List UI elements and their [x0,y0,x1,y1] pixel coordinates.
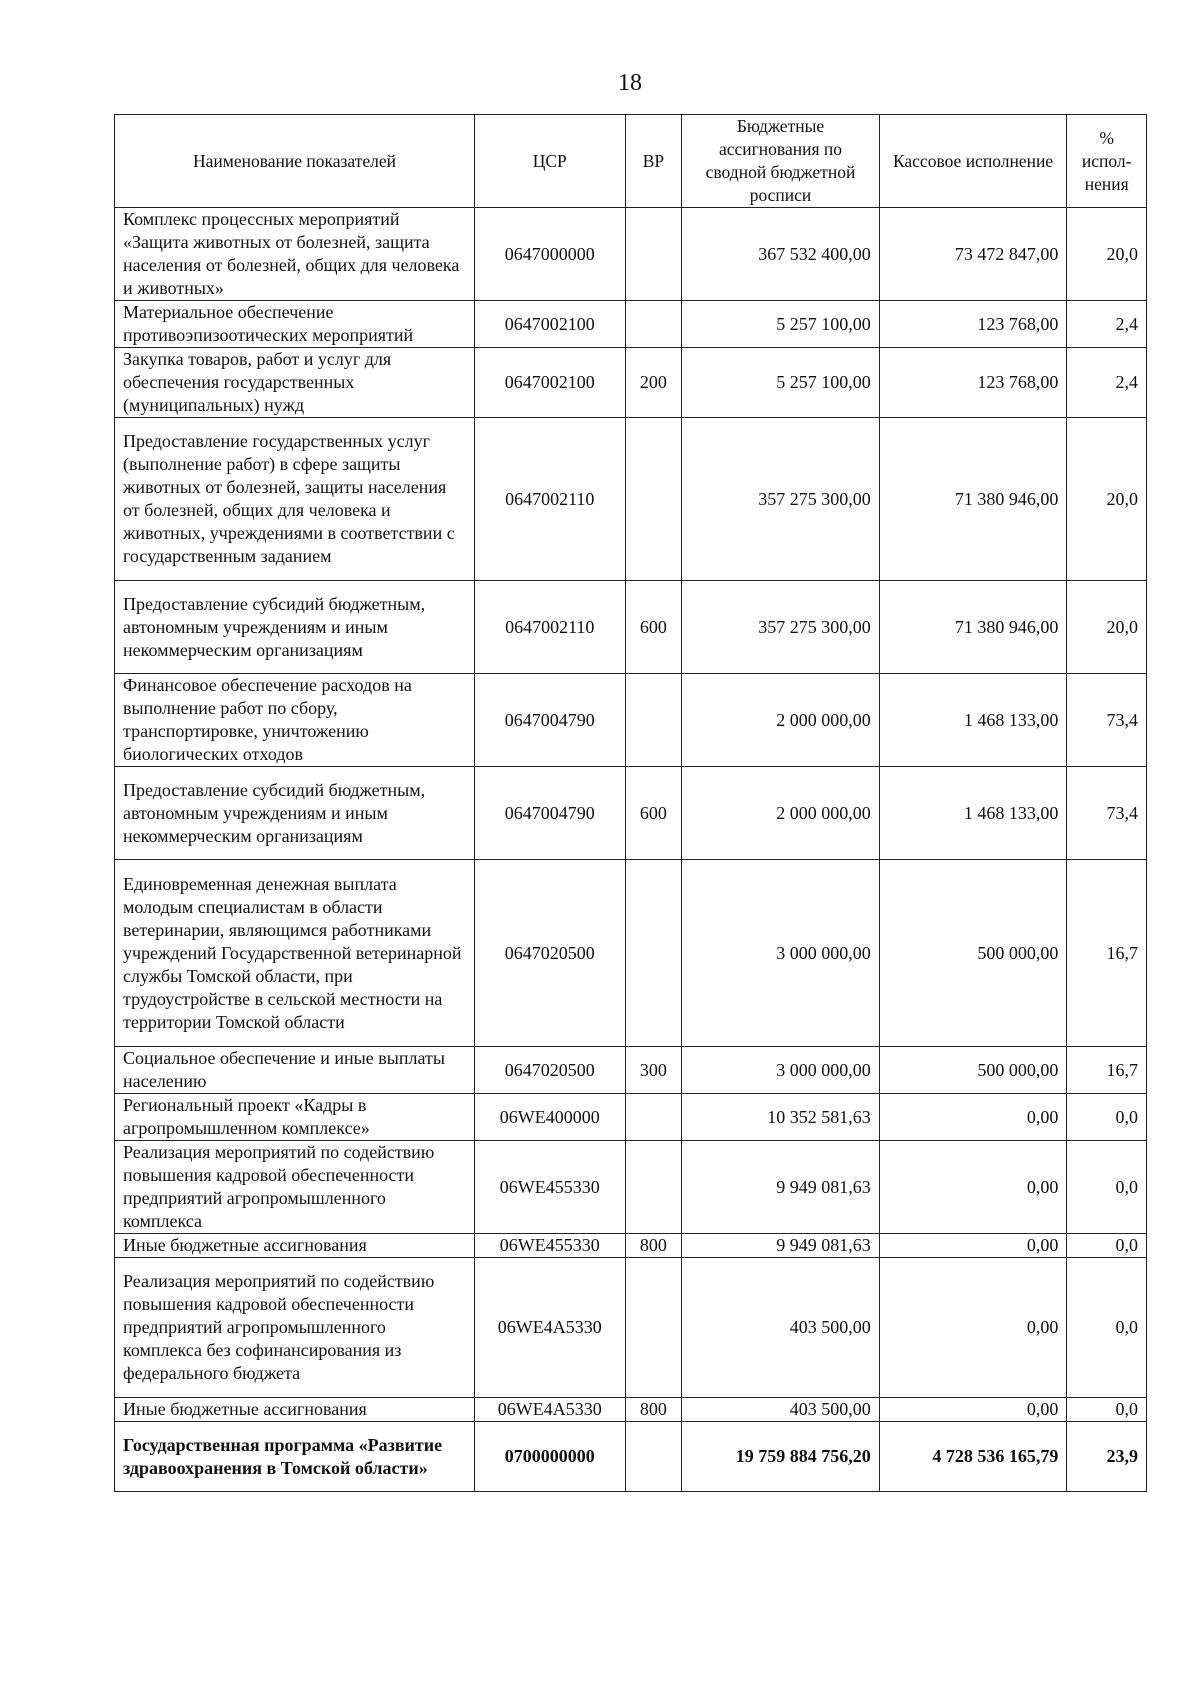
row-vr [625,208,682,301]
row-budget: 2 000 000,00 [682,674,879,767]
row-name: Реализация мероприятий по содействию повышения кадровой обеспеченности предприятий агропромышленного комплекса [115,1141,475,1234]
row-csr: 0647002100 [475,348,626,418]
row-name: Государственная программа «Развитие здравоохранения в Томской области» [115,1422,475,1492]
row-csr: 0647004790 [475,767,626,860]
row-name: Иные бюджетные ассигнования [115,1398,475,1422]
row-budget: 9 949 081,63 [682,1141,879,1234]
table-row [115,1047,1147,1094]
table-row [115,767,1147,860]
page-number: 18 [618,70,642,96]
row-cash: 71 380 946,00 [879,581,1067,674]
table-row [115,301,1147,348]
row-cash: 123 768,00 [879,348,1067,418]
row-vr [625,1422,682,1492]
row-csr: 0647002100 [475,301,626,348]
table-row [115,348,1147,418]
table-row [115,1398,1147,1422]
table-row [115,1141,1147,1234]
row-name: Иные бюджетные ассигнования [115,1234,475,1258]
row-csr: 0647002110 [475,581,626,674]
row-name: Закупка товаров, работ и услуг для обеспечения государственных (муниципальных) нужд [115,348,475,418]
row-csr: 0647004790 [475,674,626,767]
column-header-cash: Кассовое исполнение [879,115,1067,208]
row-vr [625,860,682,1047]
table-row [115,1234,1147,1258]
row-percent: 0,0 [1067,1094,1147,1141]
row-vr [625,418,682,581]
row-cash: 73 472 847,00 [879,208,1067,301]
table-row [115,1258,1147,1398]
row-vr [625,1094,682,1141]
row-csr: 06WE400000 [475,1094,626,1141]
row-budget: 3 000 000,00 [682,1047,879,1094]
row-percent: 20,0 [1067,208,1147,301]
row-percent: 0,0 [1067,1398,1147,1422]
row-percent: 23,9 [1067,1422,1147,1492]
row-vr: 600 [625,767,682,860]
row-budget: 357 275 300,00 [682,418,879,581]
row-cash: 0,00 [879,1234,1067,1258]
row-percent: 0,0 [1067,1234,1147,1258]
row-name: Предоставление субсидий бюджетным, автономным учреждениям и иным некоммерческим организациям [115,767,475,860]
row-percent: 73,4 [1067,674,1147,767]
row-percent: 2,4 [1067,301,1147,348]
row-vr: 800 [625,1398,682,1422]
table-row [115,418,1147,581]
column-header-name: Наименование показателей [115,115,475,208]
row-name: Материальное обеспечение противоэпизоотических мероприятий [115,301,475,348]
row-percent: 16,7 [1067,1047,1147,1094]
row-vr: 300 [625,1047,682,1094]
table-row [115,674,1147,767]
row-vr: 800 [625,1234,682,1258]
row-percent: 0,0 [1067,1258,1147,1398]
row-name: Финансовое обеспечение расходов на выполнение работ по сбору, транспортировке, уничтожению биологических отходов [115,674,475,767]
row-cash: 1 468 133,00 [879,674,1067,767]
column-header-budget: Бюджетные ассигнования по сводной бюджетной росписи [682,115,879,208]
row-percent: 16,7 [1067,860,1147,1047]
row-cash: 500 000,00 [879,860,1067,1047]
row-budget: 10 352 581,63 [682,1094,879,1141]
row-cash: 71 380 946,00 [879,418,1067,581]
row-cash: 0,00 [879,1398,1067,1422]
table-row [115,208,1147,301]
row-percent: 20,0 [1067,581,1147,674]
row-vr [625,1258,682,1398]
row-budget: 3 000 000,00 [682,860,879,1047]
row-cash: 0,00 [879,1094,1067,1141]
row-percent: 2,4 [1067,348,1147,418]
column-header-percent: % испол-нения [1067,115,1147,208]
row-budget: 9 949 081,63 [682,1234,879,1258]
row-budget: 2 000 000,00 [682,767,879,860]
row-cash: 500 000,00 [879,1047,1067,1094]
row-name: Комплекс процессных мероприятий «Защита животных от болезней, защита населения от болезней, общих для человека и животных» [115,208,475,301]
row-name: Социальное обеспечение и иные выплаты населению [115,1047,475,1094]
row-budget: 403 500,00 [682,1258,879,1398]
table-row-total [115,1422,1147,1492]
row-percent: 20,0 [1067,418,1147,581]
row-cash: 4 728 536 165,79 [879,1422,1067,1492]
row-name: Реализация мероприятий по содействию повышения кадровой обеспеченности предприятий агропромышленного комплекса без софинансирования из федерального бюджета [115,1258,475,1398]
row-vr [625,674,682,767]
row-vr [625,1141,682,1234]
row-csr: 06WE4A5330 [475,1258,626,1398]
table-row [115,1094,1147,1141]
row-percent: 73,4 [1067,767,1147,860]
column-header-csr: ЦСР [475,115,626,208]
row-csr: 0647000000 [475,208,626,301]
row-budget: 367 532 400,00 [682,208,879,301]
row-cash: 0,00 [879,1258,1067,1398]
row-percent: 0,0 [1067,1141,1147,1234]
row-budget: 5 257 100,00 [682,348,879,418]
table-row [115,860,1147,1047]
row-name: Предоставление государственных услуг (выполнение работ) в сфере защиты животных от болезней, защиты населения от болезней, общих для человека и животных, учреждениями в соответствии с государственным заданием [115,418,475,581]
row-name: Региональный проект «Кадры в агропромышленном комплексе» [115,1094,475,1141]
table-header-row [115,115,1147,208]
row-budget: 403 500,00 [682,1398,879,1422]
row-csr: 0647002110 [475,418,626,581]
row-name: Единовременная денежная выплата молодым специалистам в области ветеринарии, являющимся работниками учреждений Государственной ветеринарной службы Томской области, при трудоустройстве в сельской местности на территории Томской области [115,860,475,1047]
row-budget: 5 257 100,00 [682,301,879,348]
row-cash: 123 768,00 [879,301,1067,348]
row-budget: 357 275 300,00 [682,581,879,674]
row-vr: 600 [625,581,682,674]
row-budget: 19 759 884 756,20 [682,1422,879,1492]
row-vr: 200 [625,348,682,418]
row-csr: 0647020500 [475,860,626,1047]
table-row [115,581,1147,674]
row-cash: 1 468 133,00 [879,767,1067,860]
row-csr: 06WE455330 [475,1141,626,1234]
row-csr: 0647020500 [475,1047,626,1094]
budget-execution-table [114,114,1147,1492]
row-csr: 06WE4A5330 [475,1398,626,1422]
row-cash: 0,00 [879,1141,1067,1234]
row-csr: 0700000000 [475,1422,626,1492]
row-vr [625,301,682,348]
row-name: Предоставление субсидий бюджетным, автономным учреждениям и иным некоммерческим организациям [115,581,475,674]
row-csr: 06WE455330 [475,1234,626,1258]
column-header-vr: ВР [625,115,682,208]
